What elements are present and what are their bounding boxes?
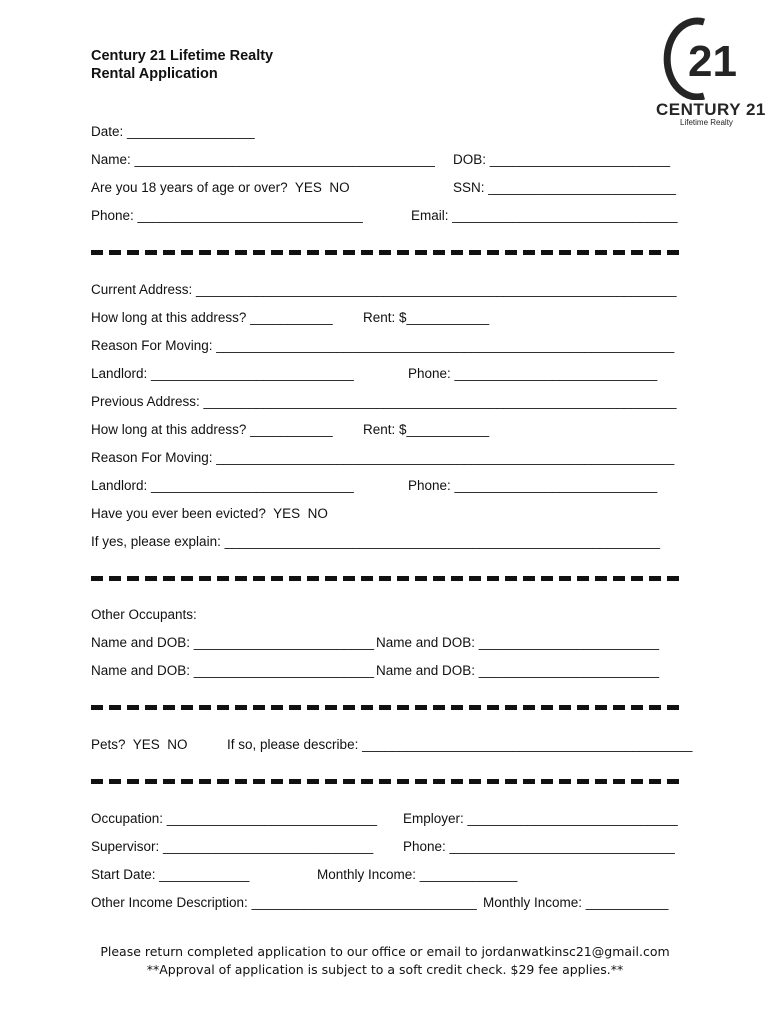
prev-landlord-field[interactable]: Landlord: ___________________________ — [91, 478, 354, 493]
monthly-income-field[interactable]: Monthly Income: _____________ — [317, 867, 518, 882]
age-question[interactable]: Are you 18 years of age or over? YES NO — [91, 180, 350, 195]
supervisor-field[interactable]: Supervisor: ____________________________ — [91, 839, 374, 854]
prev-reason-moving-field[interactable]: Reason For Moving: _____________________________________________________________ — [91, 450, 675, 465]
other-monthly-income-field[interactable]: Monthly Income: ___________ — [483, 895, 669, 910]
how-long-field[interactable]: How long at this address? ___________ — [91, 310, 333, 325]
return-instructions: Please return completed application to our office or email to jordanwatkinsc21@gmail.com — [100, 944, 670, 959]
current-address-field[interactable]: Current Address: ________________________________________________________________ — [91, 282, 677, 297]
other-income-field[interactable]: Other Income Description: ______________________________ — [91, 895, 477, 910]
dob-field[interactable]: DOB: ________________________ — [453, 152, 670, 167]
name-field[interactable]: Name: ________________________________________ — [91, 152, 435, 167]
prev-landlord-phone-field[interactable]: Phone: ___________________________ — [408, 478, 658, 493]
eviction-explain-field[interactable]: If yes, please explain: __________________________________________________________ — [91, 534, 661, 549]
email-field[interactable]: Email: ______________________________ — [411, 208, 678, 223]
occupant-name-dob-field[interactable]: Name and DOB: ________________________ — [376, 635, 659, 650]
logo-name: CENTURY 21 — [656, 100, 766, 119]
section-divider — [91, 705, 679, 710]
document-title: Rental Application — [91, 66, 218, 82]
evicted-question[interactable]: Have you ever been evicted? YES NO — [91, 506, 328, 521]
occupant-name-dob-field[interactable]: Name and DOB: ________________________ — [91, 663, 374, 678]
pets-describe-field[interactable]: If so, please describe: ____________________________________________ — [227, 737, 693, 752]
employer-phone-field[interactable]: Phone: ______________________________ — [403, 839, 675, 854]
other-occupants-label: Other Occupants: — [91, 607, 197, 622]
previous-address-field[interactable]: Previous Address: _______________________________________________________________ — [91, 394, 677, 409]
landlord-field[interactable]: Landlord: ___________________________ — [91, 366, 354, 381]
employer-field[interactable]: Employer: ____________________________ — [403, 811, 678, 826]
reason-moving-field[interactable]: Reason For Moving: _____________________________________________________________ — [91, 338, 675, 353]
phone-field[interactable]: Phone: ______________________________ — [91, 208, 363, 223]
landlord-phone-field[interactable]: Phone: ___________________________ — [408, 366, 658, 381]
prev-how-long-field[interactable]: How long at this address? ___________ — [91, 422, 333, 437]
prev-rent-field[interactable]: Rent: $___________ — [363, 422, 490, 437]
rent-field[interactable]: Rent: $___________ — [363, 310, 490, 325]
logo-mark: 21 — [688, 37, 737, 86]
occupation-field[interactable]: Occupation: ____________________________ — [91, 811, 378, 826]
occupant-name-dob-field[interactable]: Name and DOB: ________________________ — [91, 635, 374, 650]
date-field[interactable]: Date: _________________ — [91, 124, 255, 139]
logo-tagline: Lifetime Realty — [680, 118, 733, 127]
approval-note: **Approval of application is subject to a soft credit check. $29 fee applies.** — [146, 962, 624, 977]
start-date-field[interactable]: Start Date: ____________ — [91, 867, 250, 882]
section-divider — [91, 779, 679, 784]
ssn-field[interactable]: SSN: _________________________ — [453, 180, 676, 195]
section-divider — [91, 576, 679, 581]
company-name: Century 21 Lifetime Realty — [91, 48, 274, 64]
occupant-name-dob-field[interactable]: Name and DOB: ________________________ — [376, 663, 659, 678]
pets-question[interactable]: Pets? YES NO — [91, 737, 188, 752]
section-divider — [91, 250, 679, 255]
